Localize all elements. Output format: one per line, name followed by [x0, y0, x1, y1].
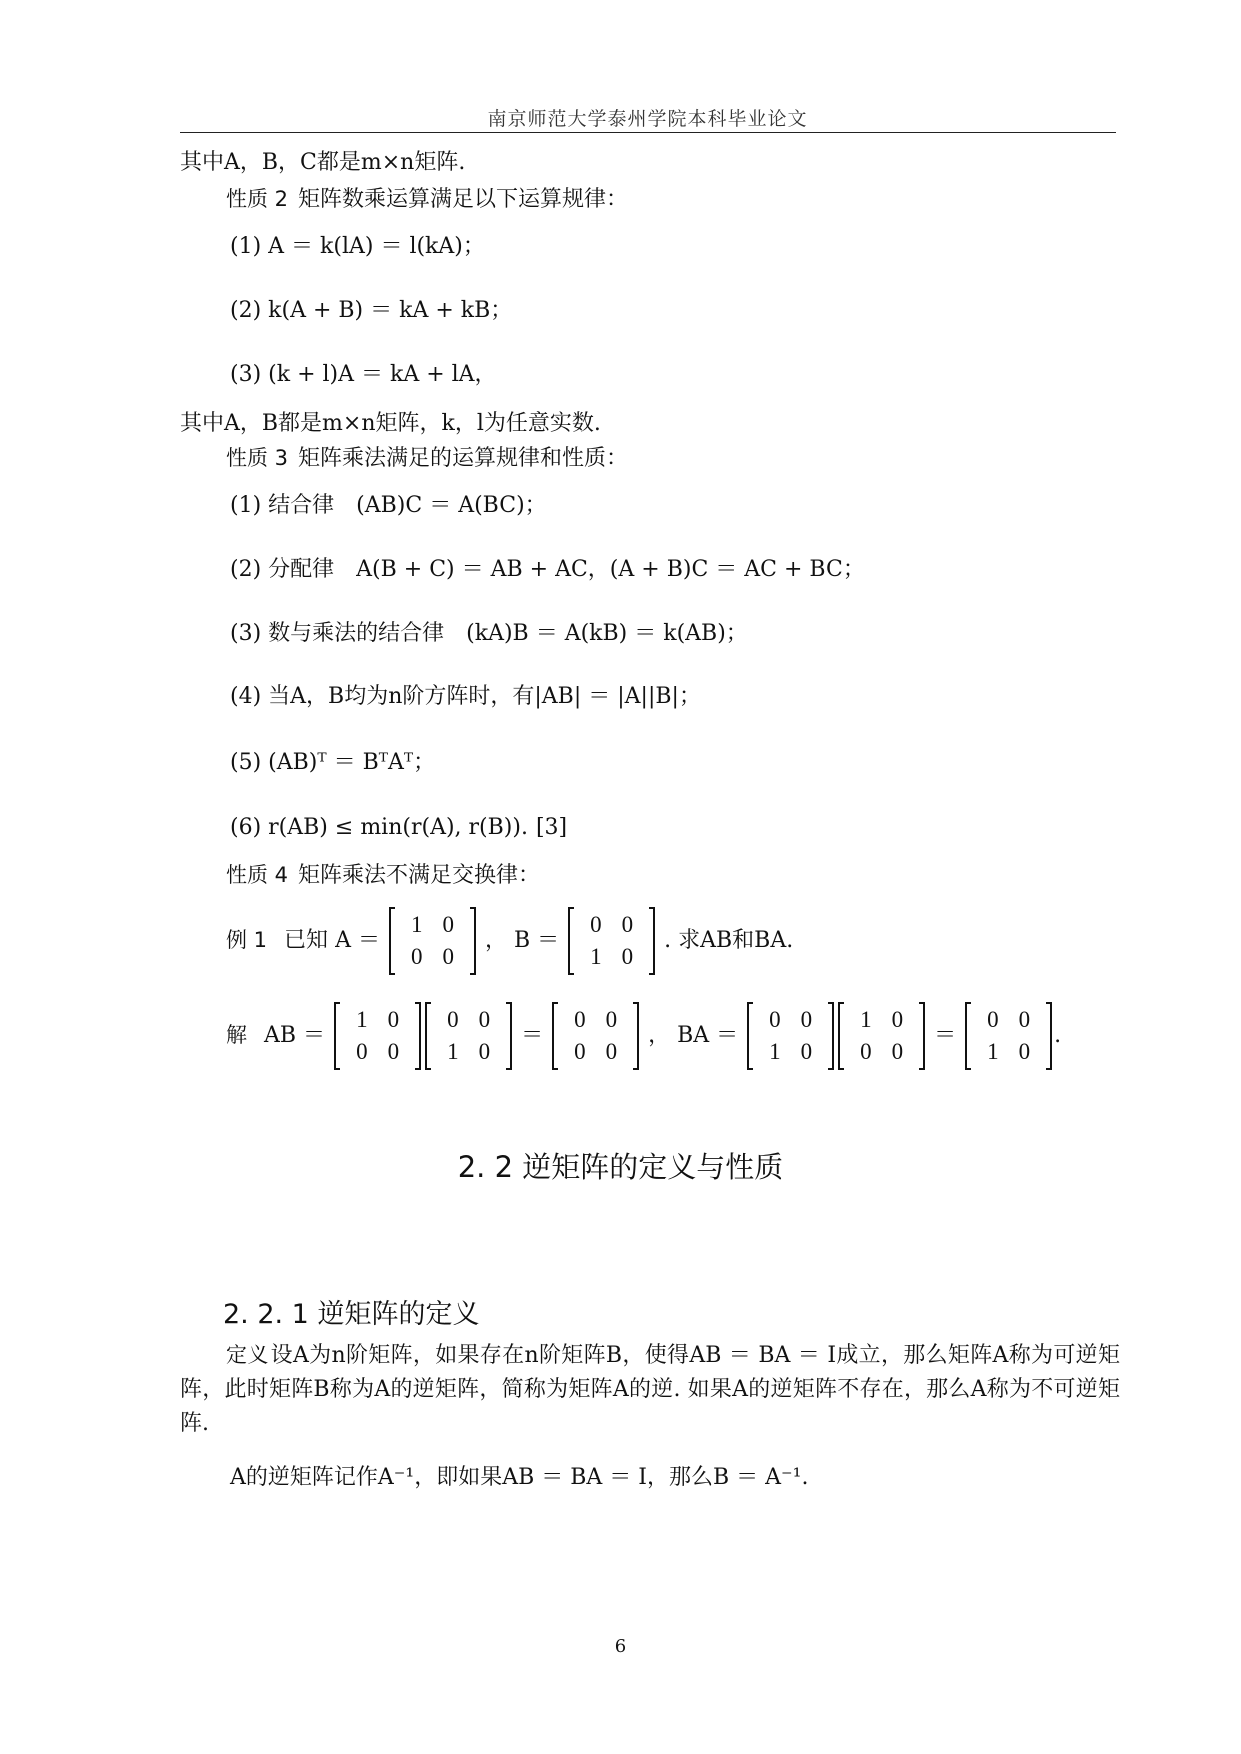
matrix-cell: 0	[1018, 1007, 1031, 1032]
matrix-cell: 0	[987, 1007, 999, 1032]
matrix-cell: 0	[621, 944, 634, 969]
matrix-cell: 1	[447, 1039, 459, 1064]
solution-1	[226, 997, 1061, 1074]
solution-eq-2: ＝	[934, 1023, 957, 1048]
property-4-text: 矩阵乘法不满足交换律：	[298, 863, 541, 888]
formula-3-5: (5) (AB)ᵀ ＝ BᵀAᵀ；	[230, 750, 436, 775]
matrix-cell: 0	[590, 912, 602, 937]
solution-label: 解	[226, 1023, 247, 1047]
matrix-cell: 0	[605, 1007, 618, 1032]
matrix-cell: 0	[478, 1039, 491, 1064]
solution-end: .	[1054, 1023, 1062, 1048]
matrix-cell: 0	[891, 1039, 904, 1064]
matrix-cell: 1	[987, 1039, 999, 1064]
page-number: 6	[614, 1636, 627, 1657]
header-rule	[180, 132, 1116, 133]
example-1-tail: . 求AB和BA.	[664, 928, 794, 953]
matrix-cell: 0	[356, 1039, 368, 1064]
property-4-heading	[226, 860, 540, 891]
matrix-cell: 0	[1018, 1039, 1031, 1064]
formula-3-2: (2) 分配律 A(B + C) ＝ AB + AC，(A + B)C ＝ AC + BC；	[230, 557, 865, 582]
matrix-result-ba	[965, 1002, 1052, 1070]
formula-3-6	[230, 813, 567, 843]
inverse-notation: A的逆矩阵记作A⁻¹，即如果AB ＝ BA ＝ I，那么B ＝ A⁻¹.	[230, 1465, 809, 1490]
property-3-label: 性质 3	[226, 446, 289, 470]
matrix-cell: 0	[574, 1039, 586, 1064]
example-1-a-lhs: A ＝	[335, 928, 380, 953]
matrix-cell: 1	[410, 912, 423, 937]
matrix-cell: 0	[442, 912, 454, 937]
property-2-heading	[226, 184, 628, 215]
solution-sep: ，	[648, 1023, 671, 1048]
matrix-cell: 0	[800, 1039, 813, 1064]
definition-text: 设A为n阶矩阵，如果存在n阶矩阵B，使得AB ＝ BA ＝ I成立，那么矩阵A称为可逆矩阵，此时矩阵B称为A的逆矩阵，简称为矩阵A的逆. 如果A的逆矩阵不存在，那么A称为不可逆矩阵.	[180, 1343, 1121, 1436]
matrix-b	[568, 907, 655, 975]
citation-3: [3]	[535, 815, 568, 840]
formula-2-1: (1) A ＝ k(lA) ＝ l(kA)；	[230, 234, 485, 259]
matrix-cell: 1	[769, 1039, 781, 1064]
matrix-cell: 1	[590, 944, 602, 969]
matrix-cell: 0	[860, 1039, 872, 1064]
formula-3-4: (4) 当A，B均为n阶方阵时，有|AB| ＝ |A||B|；	[230, 684, 701, 709]
matrix-cell: 0	[800, 1007, 813, 1032]
property-2-label: 性质 2	[226, 187, 289, 211]
definition-paragraph	[180, 1338, 1120, 1441]
matrix-a	[389, 907, 476, 975]
matrix-cell: 1	[356, 1007, 368, 1032]
matrix-cell: 0	[387, 1039, 400, 1064]
definition-label: 定义	[226, 1343, 269, 1367]
property-3-text: 矩阵乘法满足的运算规律和性质：	[298, 446, 629, 471]
matrix-cell: 0	[605, 1039, 618, 1064]
matrix-cell: 0	[442, 944, 454, 969]
matrix-cell: 0	[769, 1007, 781, 1032]
matrix-cell: 0	[574, 1007, 586, 1032]
property-3-heading	[226, 443, 628, 474]
solution-eq: ＝	[521, 1023, 544, 1048]
matrix-cell: 0	[387, 1007, 400, 1032]
matrix-cell: 1	[860, 1007, 872, 1032]
property-4-label: 性质 4	[226, 863, 289, 887]
matrix-cell: 0	[891, 1007, 904, 1032]
example-1-label: 例 1	[226, 928, 268, 952]
matrix-cell: 0	[478, 1007, 491, 1032]
formula-2-2: (2) k(A + B) ＝ kA + kB；	[230, 298, 513, 323]
property-2-text: 矩阵数乘运算满足以下运算规律：	[298, 187, 629, 212]
solution-ab-lhs: AB ＝	[264, 1023, 326, 1048]
example-1-text: 已知	[284, 928, 329, 953]
formula-3-6-text: (6) r(AB) ≤ min(r(A), r(B)).	[230, 815, 528, 840]
running-header: 南京师范大学泰州学院本科毕业论文	[487, 108, 808, 130]
matrix-a	[334, 1002, 421, 1070]
formula-3-3: (3) 数与乘法的结合律 (kA)B ＝ A(kB) ＝ k(AB)；	[230, 621, 748, 646]
example-1-sep: ，	[484, 928, 507, 953]
matrix-cell: 0	[447, 1007, 459, 1032]
matrix-b	[425, 1002, 512, 1070]
subsection-heading-2-2-1: 2. 2. 1 逆矩阵的定义	[223, 1299, 480, 1330]
text-line-matrix-types: 其中A，B，C都是m×n矩阵.	[180, 150, 466, 175]
solution-ba-lhs: BA ＝	[677, 1023, 739, 1048]
formula-2-3: (3) (k + l)A ＝ kA + lA，	[230, 362, 497, 387]
example-1	[226, 902, 793, 979]
matrix-cell: 0	[410, 944, 423, 969]
matrix-cell: 0	[621, 912, 634, 937]
section-heading-2-2: 2. 2 逆矩阵的定义与性质	[457, 1150, 784, 1184]
formula-3-1: (1) 结合律 (AB)C ＝ A(BC)；	[230, 493, 547, 518]
example-1-b-lhs: B ＝	[513, 928, 560, 953]
matrix-b	[747, 1002, 834, 1070]
matrix-a	[838, 1002, 925, 1070]
matrix-zero	[552, 1002, 639, 1070]
text-line-scalar-conditions: 其中A，B都是m×n矩阵，k，l为任意实数.	[180, 411, 601, 436]
